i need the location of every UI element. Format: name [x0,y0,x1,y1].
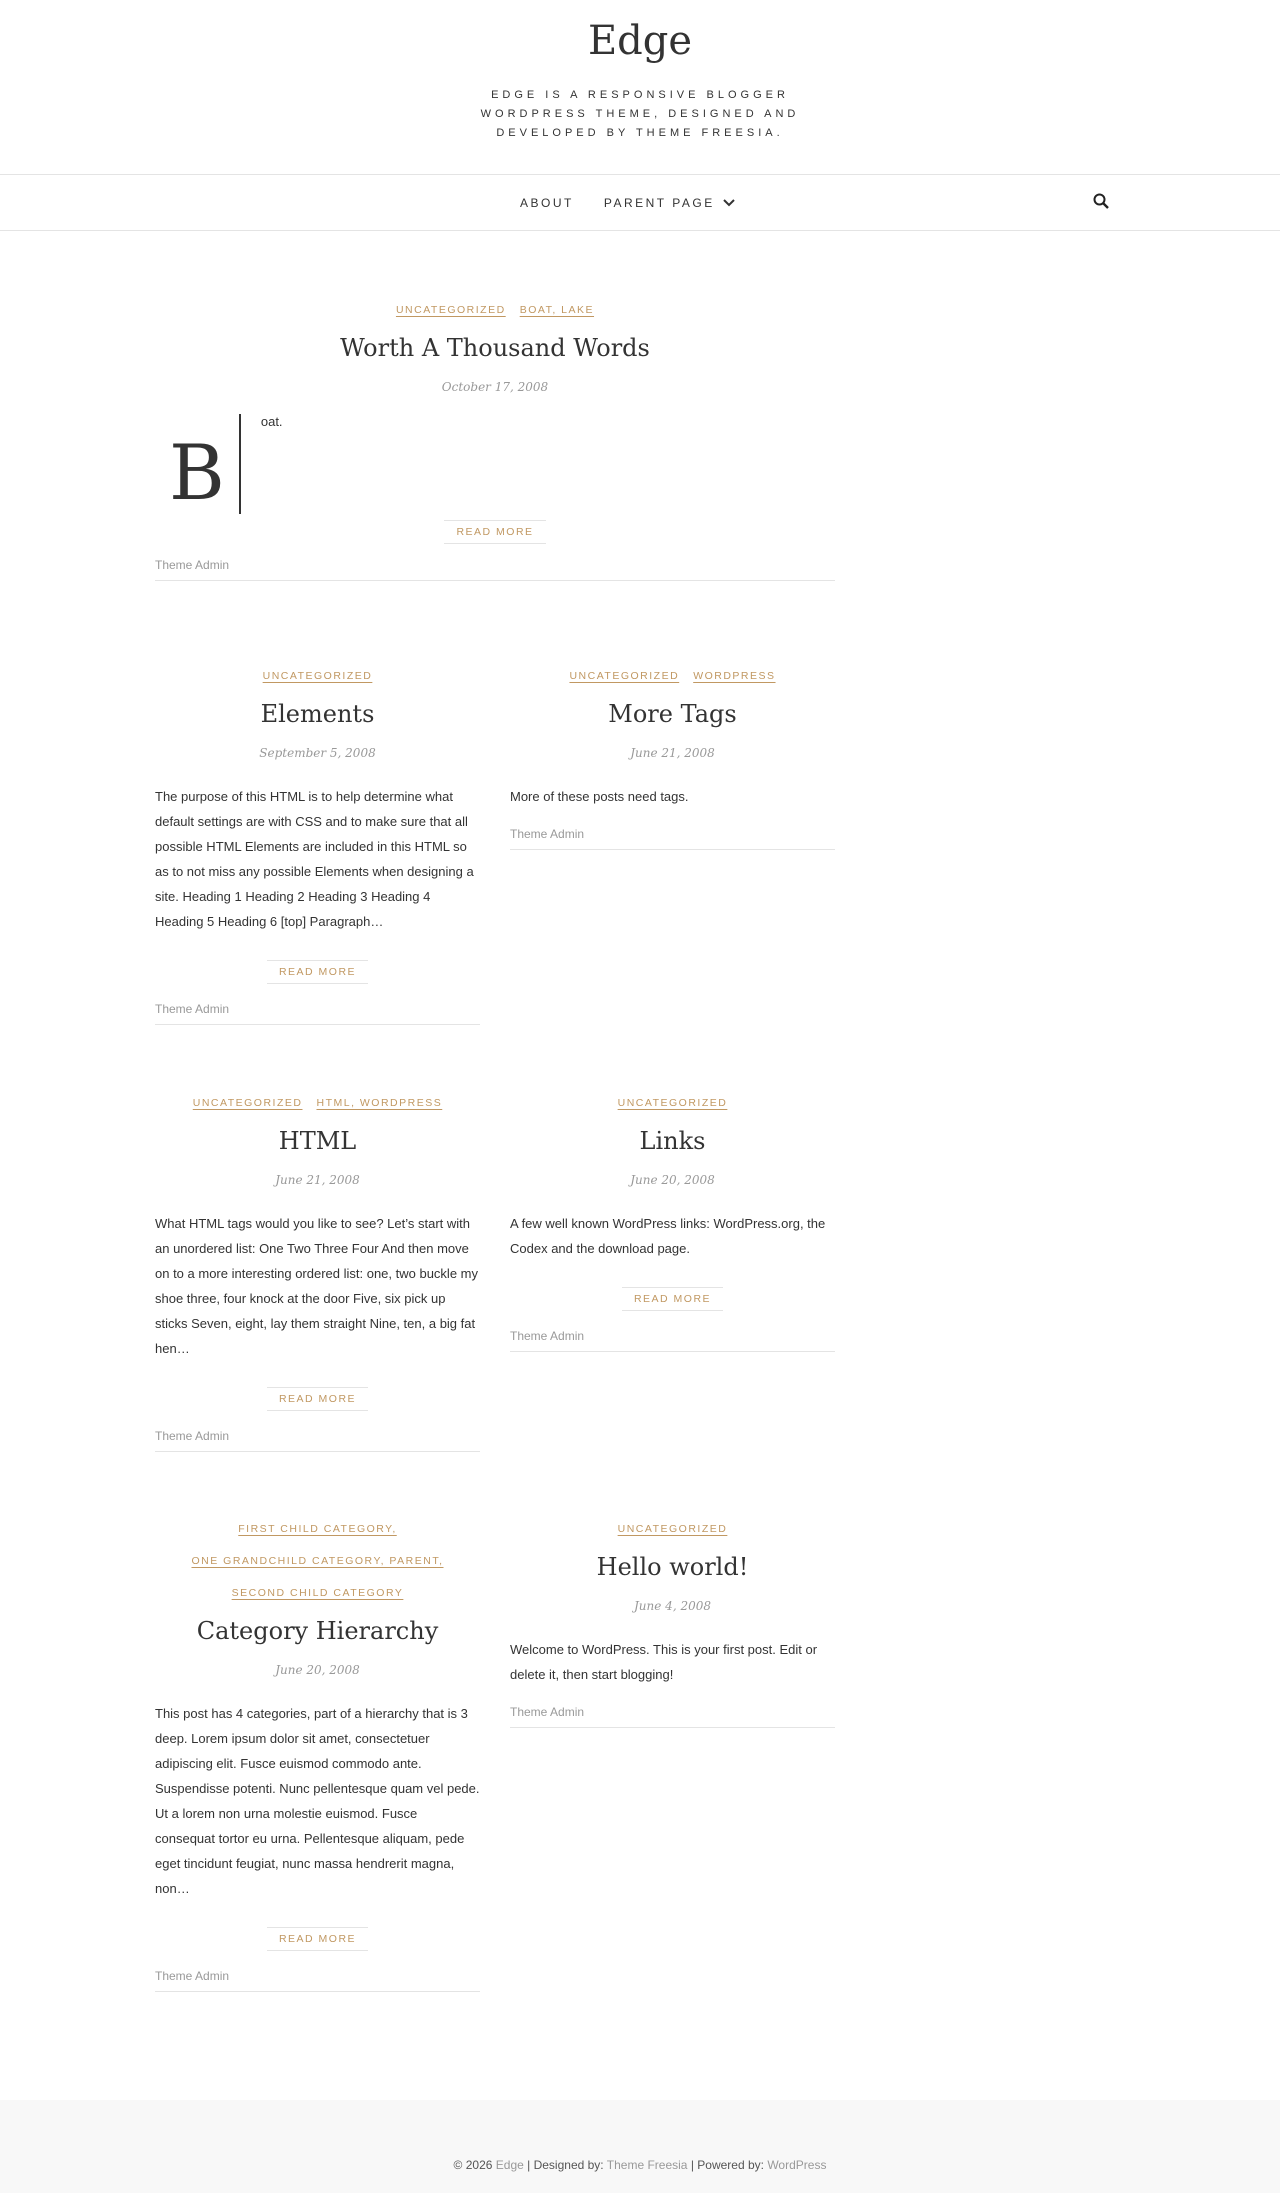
read-more-button[interactable]: READ MORE [622,1287,723,1311]
post-title[interactable]: Worth A Thousand Words [340,334,650,362]
category-link[interactable]: WORDPRESS [693,670,776,682]
post-title[interactable]: More Tags [608,700,737,728]
post-date[interactable]: June 4, 2008 [634,1599,711,1613]
post-date[interactable]: June 20, 2008 [630,1173,715,1187]
footer-site-link[interactable]: Edge [495,2158,524,2172]
search-button[interactable] [1093,193,1113,213]
post-title[interactable]: Elements [260,700,375,728]
site-header [0,0,1280,175]
post-content-text: oat. [260,414,283,429]
post-more-tags [510,670,835,850]
category-link[interactable]: UNCATEGORIZED [262,670,373,682]
read-more-button[interactable]: READ MORE [267,1927,368,1951]
post-title[interactable]: HTML [278,1127,357,1155]
powered-by-label: | Powered by: [690,2158,764,2172]
post-hello-world [510,1523,835,1728]
post-date[interactable]: June 21, 2008 [275,1173,360,1187]
category-link[interactable]: UNCATEGORIZED [395,304,506,316]
post-excerpt: A few well known WordPress links: WordPress.org, the Codex and the download page. [510,1216,826,1256]
post-author[interactable]: Theme Admin [155,1429,480,1452]
footer-credits [0,2100,1280,2172]
post-links [510,1097,835,1352]
nav-parent-page-label: PARENT PAGE [603,196,715,210]
post-categories [510,1097,835,1109]
post-excerpt: What HTML tags would you like to see? Let’s start with an unordered list: One Two Three Four And then move on to a more interesting ordered list: one, two buckle my shoe three, four knock at the door Five, six pick up sticks Seven, eight, lay them straight Nine, ten, a big fat hen… [155,1216,478,1356]
post-author[interactable]: Theme Admin [155,558,835,581]
footer-designer-link[interactable]: Theme Freesia [606,2158,688,2172]
post-categories [155,670,480,682]
nav-about-label: ABOUT [520,196,574,210]
category-link[interactable]: UNCATEGORIZED [617,1523,728,1535]
post-date[interactable]: June 21, 2008 [630,746,715,760]
category-link[interactable]: ONE GRANDCHILD CATEGORY, PARENT, [191,1555,444,1567]
post-excerpt: More of these posts need tags. [510,789,689,804]
read-more-button[interactable]: READ MORE [444,520,545,544]
post-elements [155,670,480,1025]
post-author[interactable]: Theme Admin [510,1329,835,1352]
post-date[interactable]: September 5, 2008 [259,746,376,760]
designed-by-label: | Designed by: [527,2158,604,2172]
post-date[interactable]: June 20, 2008 [275,1663,360,1677]
post-content [155,414,835,517]
post-category-hierarchy [155,1523,480,1992]
category-link[interactable]: FIRST CHILD CATEGORY, [238,1523,397,1535]
chevron-down-icon [723,199,735,207]
category-link[interactable]: SECOND CHILD CATEGORY [231,1587,404,1599]
nav-item-about[interactable] [520,196,574,210]
read-more-button[interactable]: READ MORE [267,1387,368,1411]
category-link[interactable]: UNCATEGORIZED [617,1097,728,1109]
category-link[interactable]: HTML, WORDPRESS [316,1097,443,1109]
post-title[interactable]: Hello world! [596,1553,749,1581]
post-excerpt: The purpose of this HTML is to help determine what default settings are with CSS and to make sure that all possible HTML Elements are included in this HTML so as to not miss any possible Elements when designing a site. Heading 1 Heading 2 Heading 3 Heading 4 Heading 5 Heading 6 [top] Paragraph… [155,789,474,929]
main-navigation [0,175,1280,231]
post-categories [155,1097,480,1109]
category-link[interactable]: UNCATEGORIZED [569,670,680,682]
category-link[interactable]: BOAT, LAKE [519,304,595,316]
post-excerpt: Welcome to WordPress. This is your first post. Edit or delete it, then start blogging! [510,1642,818,1682]
footer-powered-link[interactable]: WordPress [767,2158,827,2172]
post-worth-a-thousand-words [155,304,835,581]
drop-cap: B [155,414,241,514]
post-author[interactable]: Theme Admin [510,827,835,850]
nav-menu [520,175,735,231]
site-footer [0,2100,1280,2193]
post-categories [510,1523,835,1535]
post-categories [155,1523,480,1599]
site-description: EDGE IS A RESPONSIVE BLOGGER WORDPRESS THEME, DESIGNED AND DEVELOPED BY THEME FREESIA. [480,89,800,139]
post-categories [155,304,835,316]
post-author[interactable]: Theme Admin [155,1002,480,1025]
post-author[interactable]: Theme Admin [155,1969,480,1992]
copyright-text: © 2026 [453,2158,493,2172]
post-excerpt: This post has 4 categories, part of a hierarchy that is 3 deep. Lorem ipsum dolor sit amet, consectetuer adipiscing elit. Fusce euismod commodo ante. Suspendisse potenti. Nunc pellentesque quam vel pede. Ut a lorem non urna molestie euismod. Fusce consequat tortor eu urna. Pellentesque aliquam, pede eget tincidunt feugiat, nunc massa hendrerit magna, non… [155,1706,480,1896]
post-author[interactable]: Theme Admin [510,1705,835,1728]
read-more-button[interactable]: READ MORE [267,960,368,984]
post-html [155,1097,480,1452]
post-title[interactable]: Links [639,1127,706,1155]
nav-item-parent-page[interactable] [604,196,735,210]
post-date[interactable]: October 17, 2008 [441,380,549,394]
category-link[interactable]: UNCATEGORIZED [192,1097,303,1109]
site-title[interactable]: Edge [587,18,693,64]
search-icon [1093,193,1109,209]
post-categories [510,670,835,682]
post-title[interactable]: Category Hierarchy [196,1617,439,1645]
